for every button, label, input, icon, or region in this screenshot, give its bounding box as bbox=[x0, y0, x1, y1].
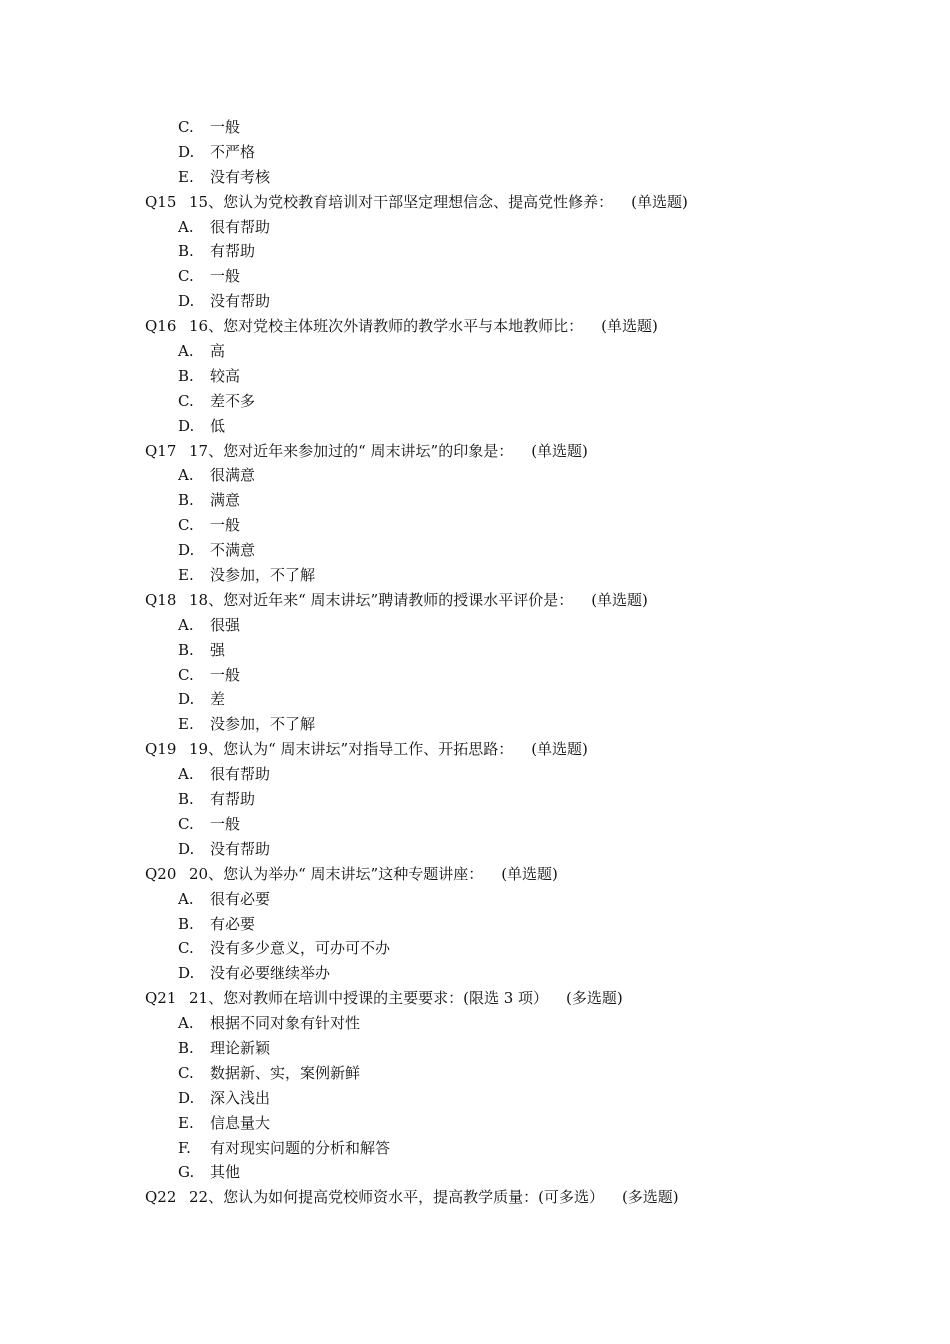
option-item bbox=[0, 364, 950, 389]
question-text: 22、您认为如何提高党校师资水平，提高教学质量：(可多选） bbox=[189, 1188, 604, 1207]
option-letter: E. bbox=[178, 566, 194, 585]
option-item bbox=[0, 1111, 950, 1136]
option-item bbox=[0, 538, 950, 563]
question-number: Q15 bbox=[145, 192, 177, 211]
question-type: (多选题) bbox=[566, 989, 623, 1008]
option-item bbox=[0, 663, 950, 688]
option-text: 没有必要继续举办 bbox=[210, 964, 331, 983]
option-item bbox=[0, 687, 950, 712]
option-text: 没有考核 bbox=[210, 167, 271, 186]
option-letter: A. bbox=[178, 466, 194, 485]
question-text: 20、您认为举办“ 周末讲坛”这种专题讲座： bbox=[189, 864, 484, 883]
option-letter: B. bbox=[178, 790, 194, 809]
option-text: 没有帮助 bbox=[210, 292, 271, 311]
option-letter: A. bbox=[178, 1014, 194, 1033]
option-letter: D. bbox=[178, 292, 195, 311]
option-text: 一般 bbox=[210, 665, 241, 684]
option-text: 一般 bbox=[210, 118, 241, 136]
option-item bbox=[0, 837, 950, 862]
option-item bbox=[0, 961, 950, 986]
question-line bbox=[0, 986, 950, 1011]
option-text: 有帮助 bbox=[210, 790, 256, 809]
option-item bbox=[0, 239, 950, 264]
option-letter: D. bbox=[178, 1088, 195, 1107]
option-item bbox=[0, 165, 950, 190]
option-item bbox=[0, 1160, 950, 1185]
question-type: (单选题) bbox=[531, 441, 588, 460]
option-letter: D. bbox=[178, 964, 195, 983]
option-item bbox=[0, 414, 950, 439]
option-text: 信息量大 bbox=[210, 1113, 271, 1132]
option-text: 很强 bbox=[210, 615, 241, 634]
option-letter: B. bbox=[178, 366, 194, 385]
question-number: Q18 bbox=[145, 590, 177, 609]
question-line bbox=[0, 314, 950, 339]
question-text: 16、您对党校主体班次外请教师的教学水平与本地教师比： bbox=[189, 317, 584, 336]
option-letter: C. bbox=[178, 516, 194, 535]
option-item bbox=[0, 289, 950, 314]
option-letter: A. bbox=[178, 889, 194, 908]
option-letter: D. bbox=[178, 416, 195, 435]
question-line bbox=[0, 439, 950, 464]
question-type: (单选题) bbox=[531, 740, 588, 759]
option-item bbox=[0, 1011, 950, 1036]
question-line bbox=[0, 190, 950, 215]
question-number: Q22 bbox=[145, 1188, 177, 1207]
option-text: 强 bbox=[210, 640, 226, 659]
question-line bbox=[0, 737, 950, 762]
option-text: 很有帮助 bbox=[210, 217, 271, 236]
option-letter: B. bbox=[178, 1038, 194, 1057]
option-letter: A. bbox=[178, 615, 194, 634]
option-text: 有对现实问题的分析和解答 bbox=[210, 1138, 391, 1157]
option-text: 没有多少意义，可办可不办 bbox=[210, 939, 391, 958]
option-text: 很有帮助 bbox=[210, 765, 271, 784]
option-letter: A. bbox=[178, 342, 194, 361]
option-letter: C. bbox=[178, 267, 194, 286]
option-item bbox=[0, 339, 950, 364]
option-item bbox=[0, 912, 950, 937]
option-item bbox=[0, 1086, 950, 1111]
option-item bbox=[0, 140, 950, 165]
option-text: 满意 bbox=[210, 491, 241, 510]
question-text: 19、您认为“ 周末讲坛”对指导工作、开拓思路： bbox=[189, 740, 514, 759]
option-text: 没有帮助 bbox=[210, 839, 271, 858]
option-item bbox=[0, 887, 950, 912]
question-number: Q19 bbox=[145, 740, 177, 759]
option-text: 没参加，不了解 bbox=[210, 715, 316, 734]
option-item bbox=[0, 762, 950, 787]
option-text: 数据新、实，案例新鲜 bbox=[210, 1063, 361, 1082]
option-text: 一般 bbox=[210, 516, 241, 535]
option-text: 一般 bbox=[210, 267, 241, 286]
option-letter: C. bbox=[178, 814, 194, 833]
option-letter: C. bbox=[178, 1063, 194, 1082]
question-number: Q20 bbox=[145, 864, 177, 883]
option-item bbox=[0, 787, 950, 812]
option-letter: D. bbox=[178, 690, 195, 709]
option-letter: E. bbox=[178, 167, 194, 186]
option-text: 高 bbox=[210, 342, 226, 361]
option-item bbox=[0, 563, 950, 588]
option-item bbox=[0, 1036, 950, 1061]
option-text: 较高 bbox=[210, 366, 241, 385]
option-item bbox=[0, 389, 950, 414]
option-item bbox=[0, 812, 950, 837]
option-item bbox=[0, 712, 950, 737]
option-item bbox=[0, 488, 950, 513]
option-text: 根据不同对象有针对性 bbox=[210, 1014, 361, 1033]
option-text: 其他 bbox=[210, 1163, 241, 1182]
option-letter: C. bbox=[178, 118, 194, 136]
option-item bbox=[0, 1136, 950, 1161]
question-line bbox=[0, 862, 950, 887]
option-letter: D. bbox=[178, 142, 195, 161]
option-item bbox=[0, 463, 950, 488]
option-text: 一般 bbox=[210, 814, 241, 833]
option-text: 差 bbox=[210, 690, 226, 709]
option-letter: G. bbox=[178, 1163, 195, 1182]
option-item bbox=[0, 936, 950, 961]
option-text: 不满意 bbox=[210, 541, 256, 560]
option-text: 没参加，不了解 bbox=[210, 566, 316, 585]
option-text: 理论新颖 bbox=[210, 1038, 271, 1057]
question-type: (单选题) bbox=[591, 590, 648, 609]
question-text: 18、您对近年来“ 周末讲坛”聘请教师的授课水平评价是： bbox=[189, 590, 574, 609]
question-type: (多选题) bbox=[621, 1188, 679, 1207]
option-letter: C. bbox=[178, 665, 194, 684]
option-text: 有必要 bbox=[210, 914, 256, 933]
option-item bbox=[0, 264, 950, 289]
option-letter: D. bbox=[178, 541, 195, 560]
option-item bbox=[0, 1061, 950, 1086]
question-text: 21、您对教师在培训中授课的主要要求：(限选 3 项） bbox=[189, 989, 549, 1008]
question-line bbox=[0, 588, 950, 613]
question-number: Q17 bbox=[145, 441, 177, 460]
option-letter: B. bbox=[178, 640, 194, 659]
option-letter: E. bbox=[178, 715, 194, 734]
option-item bbox=[0, 613, 950, 638]
option-letter: A. bbox=[178, 217, 194, 236]
question-type: (单选题) bbox=[631, 192, 688, 211]
option-text: 有帮助 bbox=[210, 242, 256, 261]
option-letter: A. bbox=[178, 765, 194, 784]
question-number: Q21 bbox=[145, 989, 177, 1008]
option-item bbox=[0, 513, 950, 538]
option-text: 深入浅出 bbox=[210, 1088, 271, 1107]
question-type: (单选题) bbox=[601, 317, 658, 336]
question-number: Q16 bbox=[145, 317, 177, 336]
option-text: 不严格 bbox=[210, 142, 256, 161]
option-letter: C. bbox=[178, 391, 194, 410]
option-text: 很满意 bbox=[210, 466, 256, 485]
option-item bbox=[0, 638, 950, 663]
option-text: 低 bbox=[210, 416, 226, 435]
option-item bbox=[0, 115, 950, 140]
option-letter: B. bbox=[178, 914, 194, 933]
question-line bbox=[0, 1185, 950, 1210]
questionnaire-content bbox=[0, 115, 950, 1210]
option-letter: C. bbox=[178, 939, 194, 958]
option-text: 很有必要 bbox=[210, 889, 271, 908]
option-letter: B. bbox=[178, 491, 194, 510]
question-text: 17、您对近年来参加过的“ 周末讲坛”的印象是： bbox=[189, 441, 514, 460]
question-text: 15、您认为党校教育培训对干部坚定理想信念、提高党性修养： bbox=[189, 192, 614, 211]
option-letter: E. bbox=[178, 1113, 194, 1132]
option-letter: B. bbox=[178, 242, 194, 261]
option-letter: F. bbox=[178, 1138, 191, 1157]
option-letter: D. bbox=[178, 839, 195, 858]
option-text: 差不多 bbox=[210, 391, 256, 410]
option-item bbox=[0, 215, 950, 240]
question-type: (单选题) bbox=[501, 864, 558, 883]
